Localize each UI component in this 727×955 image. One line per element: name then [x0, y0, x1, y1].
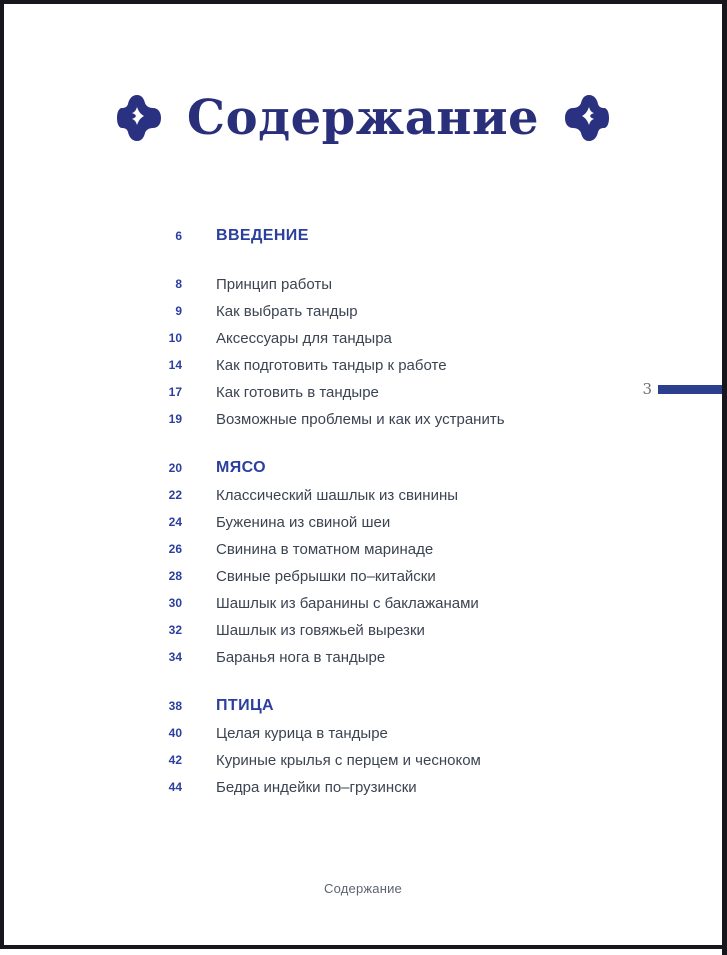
toc-page-number: 26	[168, 542, 182, 556]
toc-entry-label: Баранья нога в тандыре	[216, 649, 386, 666]
toc-entry-label: Аксессуары для тандыра	[216, 330, 392, 347]
toc-page-number: 28	[168, 569, 182, 583]
page-title: Содержание	[186, 90, 540, 146]
toc-page-number: 19	[168, 412, 182, 426]
toc-entry-row[interactable]	[4, 567, 722, 594]
toc-entry-row[interactable]	[4, 356, 722, 383]
toc-section-row[interactable]	[4, 226, 722, 254]
toc-entry-label: Свиные ребрышки по–китайски	[216, 568, 436, 585]
toc-page-number: 8	[175, 277, 182, 291]
toc-entry-label: Бедра индейки по–грузински	[216, 779, 417, 796]
toc-page-number: 40	[168, 726, 182, 740]
toc-section-row[interactable]	[4, 458, 722, 486]
toc-page-number: 14	[168, 358, 182, 372]
toc-page-number: 30	[168, 596, 182, 610]
toc-entry-row[interactable]	[4, 724, 722, 751]
toc-entry-row[interactable]	[4, 621, 722, 648]
toc-section-row[interactable]	[4, 696, 722, 724]
toc-page-number: 44	[168, 780, 182, 794]
toc-entry-row[interactable]	[4, 648, 722, 675]
page-title-row	[4, 90, 722, 146]
toc-entry-row[interactable]	[4, 410, 722, 437]
toc-entry-label: Шашлык из говяжьей вырезки	[216, 622, 425, 639]
toc-page-number: 32	[168, 623, 182, 637]
page-number: 3	[642, 380, 652, 398]
toc-page-number: 6	[175, 229, 182, 243]
toc-page-number: 38	[168, 699, 182, 713]
toc-entry-label: Как готовить в тандыре	[216, 384, 379, 401]
toc-entry-row[interactable]	[4, 302, 722, 329]
page-border-right	[722, 0, 727, 955]
toc-entry-label: Принцип работы	[216, 276, 332, 293]
toc-page-number: 24	[168, 515, 182, 529]
toc-page-number: 9	[175, 304, 182, 318]
toc-entry-label: Классический шашлык из свинины	[216, 487, 459, 504]
toc-entry-row[interactable]	[4, 383, 722, 410]
toc-entry-label: Куриные крылья с перцем и чесноком	[216, 752, 481, 769]
toc-entry-row[interactable]	[4, 513, 722, 540]
toc-page-number: 20	[168, 461, 182, 475]
fleuron-ornament-left	[117, 94, 161, 142]
toc-entry-label: Шашлык из баранины с баклажанами	[216, 595, 479, 612]
toc-page-number: 34	[168, 650, 182, 664]
toc-entry-row[interactable]	[4, 594, 722, 621]
toc-entry-row[interactable]	[4, 486, 722, 513]
toc-entry-label: Как подготовить тандыр к работе	[216, 357, 447, 374]
toc-entry-label: Как выбрать тандыр	[216, 303, 358, 320]
toc-entry-label: Свинина в томатном маринаде	[216, 541, 434, 558]
footer-label: Содержание	[324, 881, 402, 896]
toc-entry-label: Возможные проблемы и как их устранить	[216, 411, 505, 428]
page-border-bottom	[0, 945, 727, 949]
toc-entry-row[interactable]	[4, 329, 722, 356]
toc-section-label: ВВЕДЕНИЕ	[216, 227, 309, 244]
fleuron-ornament-right	[565, 94, 609, 142]
table-of-contents	[4, 226, 722, 805]
toc-page-number: 10	[168, 331, 182, 345]
toc-entry-label: Целая курица в тандыре	[216, 725, 388, 742]
toc-entry-row[interactable]	[4, 275, 722, 302]
toc-entry-row[interactable]	[4, 540, 722, 567]
toc-entry-label: Буженина из свиной шеи	[216, 514, 391, 531]
toc-section-label: МЯСО	[216, 459, 267, 476]
page-footer	[4, 880, 722, 898]
toc-page-number: 17	[168, 385, 182, 399]
toc-section-label: ПТИЦА	[216, 697, 275, 714]
page-sheet	[4, 4, 722, 945]
toc-entry-row[interactable]	[4, 751, 722, 778]
toc-page-number: 22	[168, 488, 182, 502]
toc-page-number: 42	[168, 753, 182, 767]
toc-entry-row[interactable]	[4, 778, 722, 805]
